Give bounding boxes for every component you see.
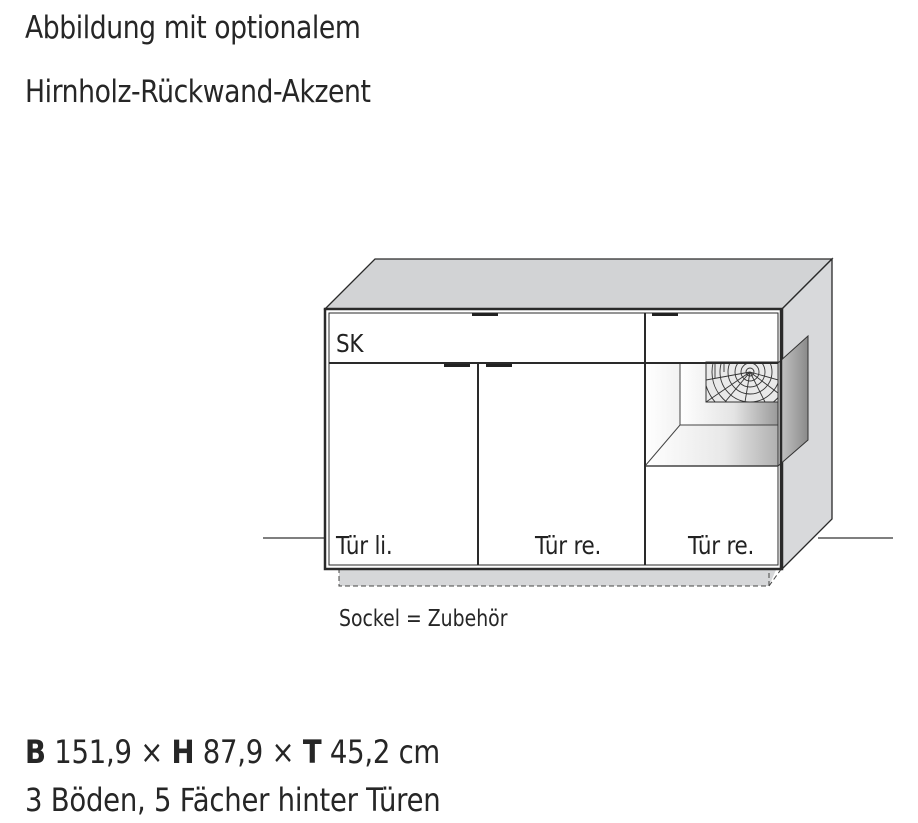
times-sign-1: × [140, 733, 164, 771]
dimensions-line [25, 733, 440, 771]
door-handle-right [486, 364, 512, 367]
times-sign-2: × [271, 733, 295, 771]
depth-key: T [302, 733, 322, 771]
top-surface [325, 259, 832, 309]
door-handle-left [444, 364, 470, 367]
plinth-caption: Sockel = Zubehör [339, 606, 508, 632]
drawer-handle-2 [652, 313, 678, 316]
drawer-label: SK [336, 329, 364, 358]
title-line-1: Abbildung mit optionalem [25, 10, 361, 46]
height-key: H [171, 733, 195, 771]
width-value: 151,9 [54, 733, 132, 771]
features-line: 3 Böden, 5 Fächer hinter Türen [25, 781, 441, 819]
door-label-left: Tür li. [336, 531, 393, 560]
title-line-2: Hirnholz-Rückwand-Akzent [25, 74, 371, 110]
drawer-handle-1 [472, 313, 498, 316]
width-key: B [25, 733, 46, 771]
door-label-middle: Tür re. [535, 531, 602, 560]
door-label-right: Tür re. [688, 531, 755, 560]
depth-value: 45,2 cm [329, 733, 440, 771]
height-value: 87,9 [202, 733, 264, 771]
